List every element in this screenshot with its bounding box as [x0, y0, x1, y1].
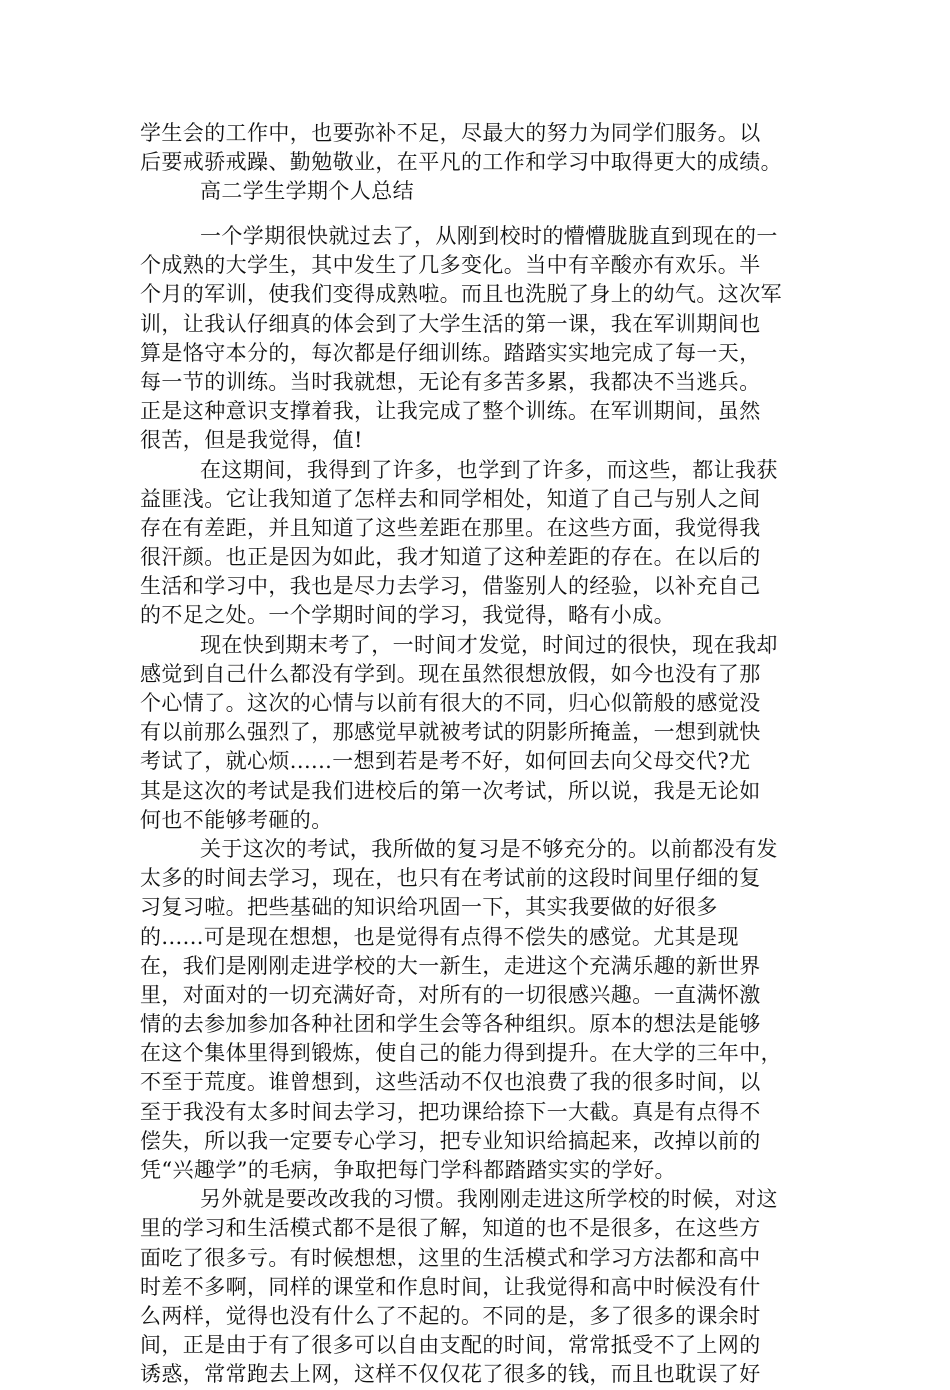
paragraph-1 [140, 222, 820, 456]
paragraph-3 [140, 631, 820, 835]
text-line: 其是这次的考试是我们进校后的第一次考试，所以说，我是无论如 [140, 778, 761, 803]
text-line: 后要戒骄戒躁、勤勉敬业，在平凡的工作和学习中取得更大的成绩。 [140, 150, 782, 175]
text-line: 现在快到期末考了，一时间才发觉，时间过的很快，现在我却 [200, 632, 778, 657]
text-line: 诱惑，常常跑去上网，这样不仅仅花了很多的钱，而且也耽误了好 [140, 1362, 761, 1387]
text-line: 益匪浅。它让我知道了怎样去和同学相处，知道了自己与别人之间 [140, 486, 761, 511]
paragraph-2 [140, 456, 820, 631]
text-line: 训，让我认仔细真的体会到了大学生活的第一课，我在军训期间也 [140, 311, 761, 336]
text-line: 不至于荒度。谁曾想到，这些活动不仅也浪费了我的很多时间，以 [140, 1070, 761, 1095]
text-line: 偿失，所以我一定要专心学习，把专业知识给搞起来，改掉以前的 [140, 1128, 761, 1153]
text-line: 里，对面对的一切充满好奇，对所有的一切很感兴趣。一直满怀激 [140, 982, 761, 1007]
text-line: 在，我们是刚刚走进学校的大一新生，走进这个充满乐趣的新世界 [140, 953, 761, 978]
text-line: 存在有差距，并且知道了这些差距在那里。在这些方面，我觉得我 [140, 515, 761, 540]
text-line: 凭“兴趣学”的毛病，争取把每门学科都踏踏实实的学好。 [140, 1158, 676, 1182]
text-line: 一个学期很快就过去了，从刚到校时的懵懵胧胧直到现在的一 [200, 224, 778, 248]
text-line: 另外就是要改改我的习惯。我刚刚走进这所学校的时候，对这 [200, 1187, 778, 1212]
document-heading: 高二学生学期个人总结 [200, 179, 414, 204]
text-line: 个心情了。这次的心情与以前有很大的不同，归心似箭般的感觉没 [140, 691, 761, 715]
text-line: 正是这种意识支撑着我，让我完成了整个训练。在军训期间，虽然 [140, 399, 761, 424]
paragraph-4 [140, 835, 820, 1185]
text-line: 情的去参加参加各种社团和学生会等各种组织。原本的想法是能够 [140, 1012, 761, 1037]
paragraph-5 [140, 1185, 820, 1389]
opening-text [140, 119, 820, 207]
text-line: 在这期间，我得到了许多，也学到了许多，而这些，都让我获 [200, 457, 778, 482]
text-line: 有以前那么强烈了，那感觉早就被考试的阴影所掩盖，一想到就快 [140, 720, 761, 745]
text-line: 面吃了很多亏。有时候想想，这里的生活模式和学习方法都和高中 [140, 1245, 761, 1270]
text-line: 时差不多啊，同样的课堂和作息时间，让我觉得和高中时候没有什 [140, 1274, 761, 1299]
text-line: 考试了，就心烦......一想到若是考不好，如何回去向父母交代?尤 [140, 749, 751, 774]
text-line: 的不足之处。一个学期时间的学习，我觉得，略有小成。 [140, 603, 675, 628]
text-line: 个月的军训，使我们变得成熟啦。而且也洗脱了身上的幼气。这次军 [140, 282, 782, 307]
text-line: 太多的时间去学习，现在，也只有在考试前的这段时间里仔细的复 [140, 866, 761, 891]
text-line: 感觉到自己什么都没有学到。现在虽然很想放假，如今也没有了那 [140, 661, 761, 686]
text-line: 学生会的工作中，也要弥补不足，尽最大的努力为同学们服务。以 [140, 121, 761, 145]
text-line: 算是恪守本分的，每次都是仔细训练。踏踏实实地完成了每一天， [140, 340, 761, 365]
text-line: 何也不能够考砸的。 [140, 807, 333, 832]
text-line: 的......可是现在想想，也是觉得有点得不偿失的感觉。尤其是现 [140, 924, 739, 949]
text-line: 很汗颜。也正是因为如此，我才知道了这种差距的存在。在以后的 [140, 545, 761, 570]
text-line: 生活和学习中，我也是尽力去学习，借鉴别人的经验，以补充自己 [140, 574, 761, 599]
text-line: 里的学习和生活模式都不是很了解，知道的也不是很多，在这些方 [140, 1216, 761, 1241]
text-line: 习复习啦。把些基础的知识给巩固一下，其实我要做的好很多 [140, 895, 718, 920]
text-line: 么两样，觉得也没有什么了不起的。不同的是，多了很多的课余时 [140, 1303, 761, 1328]
text-line: 关于这次的考试，我所做的复习是不够充分的。以前都没有发 [200, 836, 778, 861]
body-text [140, 222, 820, 1390]
text-line: 很苦，但是我觉得，值! [140, 428, 363, 453]
text-line: 个成熟的大学生，其中发生了几多变化。当中有辛酸亦有欢乐。半 [140, 253, 761, 278]
text-line: 在这个集体里得到锻炼，使自己的能力得到提升。在大学的三年中， [140, 1041, 782, 1066]
text-line: 每一节的训练。当时我就想，无论有多苦多累，我都决不当逃兵。 [140, 369, 761, 394]
text-line: 间，正是由于有了很多可以自由支配的时间，常常抵受不了上网的 [140, 1333, 761, 1358]
text-line: 至于我没有太多时间去学习，把功课给捺下一大截。真是有点得不 [140, 1099, 761, 1124]
